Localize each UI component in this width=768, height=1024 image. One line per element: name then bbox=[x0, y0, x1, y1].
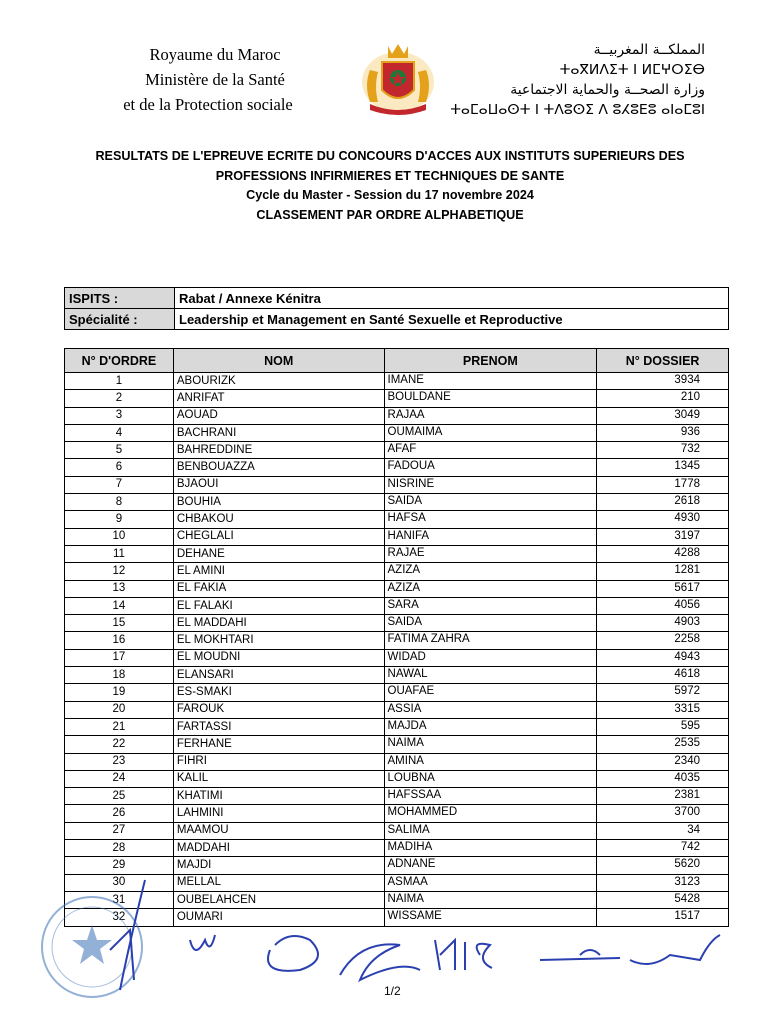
table-row bbox=[65, 528, 729, 545]
cell-nom: BACHRANI bbox=[173, 424, 384, 441]
table-row bbox=[65, 494, 729, 511]
cell-dossier: 2618 bbox=[597, 494, 729, 511]
cell-dossier: 1517 bbox=[597, 909, 729, 926]
cell-prenom: AFAF bbox=[384, 442, 597, 459]
page-number: 1/2 bbox=[384, 984, 401, 998]
cell-numero: 27 bbox=[65, 822, 174, 839]
cell-dossier: 2340 bbox=[597, 753, 729, 770]
cell-dossier: 5620 bbox=[597, 857, 729, 874]
header-nom: NOM bbox=[173, 349, 384, 373]
cell-nom: FIHRI bbox=[173, 753, 384, 770]
table-row bbox=[65, 822, 729, 839]
table-row bbox=[65, 788, 729, 805]
signatures bbox=[100, 860, 740, 1000]
cell-dossier: 3123 bbox=[597, 874, 729, 891]
header-prenom: PRENOM bbox=[384, 349, 597, 373]
cell-nom: FERHANE bbox=[173, 736, 384, 753]
cell-dossier: 3197 bbox=[597, 528, 729, 545]
cell-prenom: NAWAL bbox=[384, 667, 597, 684]
cell-numero: 26 bbox=[65, 805, 174, 822]
table-row bbox=[65, 615, 729, 632]
table-row bbox=[65, 580, 729, 597]
cell-nom: CHEGLALI bbox=[173, 528, 384, 545]
cell-dossier: 1778 bbox=[597, 476, 729, 493]
table-row bbox=[65, 424, 729, 441]
table-row bbox=[65, 753, 729, 770]
ministry-name-fr-2: et de la Protection sociale bbox=[123, 95, 293, 114]
cell-nom: OUBELAHCEN bbox=[173, 891, 384, 908]
cell-nom: EL AMINI bbox=[173, 563, 384, 580]
cell-prenom: AZIZA bbox=[384, 563, 597, 580]
cell-prenom: NISRINE bbox=[384, 476, 597, 493]
cell-prenom: ASMAA bbox=[384, 874, 597, 891]
cell-prenom: HAFSA bbox=[384, 511, 597, 528]
coat-of-arms-emblem bbox=[356, 40, 440, 116]
cell-prenom: MOHAMMED bbox=[384, 805, 597, 822]
cell-dossier: 2258 bbox=[597, 632, 729, 649]
cell-numero: 24 bbox=[65, 770, 174, 787]
cell-nom: OUMARI bbox=[173, 909, 384, 926]
cell-nom: FARTASSI bbox=[173, 718, 384, 735]
cell-dossier: 1345 bbox=[597, 459, 729, 476]
cell-nom: KHATIMI bbox=[173, 788, 384, 805]
title-line-4: CLASSEMENT PAR ORDRE ALPHABETIQUE bbox=[256, 207, 524, 222]
header-numero: N° D'ORDRE bbox=[65, 349, 174, 373]
cell-dossier: 936 bbox=[597, 424, 729, 441]
cell-prenom: IMANE bbox=[384, 373, 597, 390]
cell-nom: DEHANE bbox=[173, 545, 384, 562]
cell-nom: BOUHIA bbox=[173, 494, 384, 511]
title-line-1: RESULTATS DE L'EPREUVE ECRITE DU CONCOURS D'ACCES AUX INSTITUTS SUPERIEURS DES bbox=[95, 149, 685, 163]
info-row-ispits bbox=[65, 288, 729, 309]
cell-prenom: ADNANE bbox=[384, 857, 597, 874]
cell-dossier: 4618 bbox=[597, 667, 729, 684]
cell-numero: 20 bbox=[65, 701, 174, 718]
cell-numero: 32 bbox=[65, 909, 174, 926]
cell-nom: LAHMINI bbox=[173, 805, 384, 822]
table-row bbox=[65, 805, 729, 822]
document-title bbox=[60, 147, 720, 225]
cell-numero: 23 bbox=[65, 753, 174, 770]
cell-dossier: 3700 bbox=[597, 805, 729, 822]
cell-numero: 15 bbox=[65, 615, 174, 632]
ispits-label: ISPITS : bbox=[65, 288, 175, 309]
cell-nom: EL MADDAHI bbox=[173, 615, 384, 632]
cell-prenom: WISSAME bbox=[384, 909, 597, 926]
cell-nom: MADDAHI bbox=[173, 840, 384, 857]
cell-numero: 9 bbox=[65, 511, 174, 528]
cell-prenom: OUAFAE bbox=[384, 684, 597, 701]
cell-dossier: 732 bbox=[597, 442, 729, 459]
cell-dossier: 4943 bbox=[597, 649, 729, 666]
cell-dossier: 4035 bbox=[597, 770, 729, 787]
cell-dossier: 595 bbox=[597, 718, 729, 735]
table-row bbox=[65, 373, 729, 390]
cell-numero: 31 bbox=[65, 891, 174, 908]
table-body bbox=[65, 373, 729, 927]
cell-numero: 6 bbox=[65, 459, 174, 476]
table-row bbox=[65, 511, 729, 528]
kingdom-name-fr: Royaume du Maroc bbox=[149, 45, 281, 64]
cell-prenom: MAJDA bbox=[384, 718, 597, 735]
cell-dossier: 210 bbox=[597, 390, 729, 407]
title-line-3: Cycle du Master - Session du 17 novembre 2024 bbox=[246, 188, 534, 202]
cell-prenom: HANIFA bbox=[384, 528, 597, 545]
cell-prenom: RAJAE bbox=[384, 545, 597, 562]
cell-dossier: 4903 bbox=[597, 615, 729, 632]
cell-prenom: LOUBNA bbox=[384, 770, 597, 787]
table-row bbox=[65, 718, 729, 735]
cell-dossier: 3315 bbox=[597, 701, 729, 718]
cell-numero: 21 bbox=[65, 718, 174, 735]
cell-dossier: 742 bbox=[597, 840, 729, 857]
cell-numero: 13 bbox=[65, 580, 174, 597]
table-row bbox=[65, 442, 729, 459]
cell-prenom: AZIZA bbox=[384, 580, 597, 597]
cell-prenom: RAJAA bbox=[384, 407, 597, 424]
cell-prenom: WIDAD bbox=[384, 649, 597, 666]
cell-nom: BJAOUI bbox=[173, 476, 384, 493]
cell-dossier: 4930 bbox=[597, 511, 729, 528]
table-row bbox=[65, 684, 729, 701]
cell-dossier: 2381 bbox=[597, 788, 729, 805]
cell-prenom: SARA bbox=[384, 597, 597, 614]
cell-nom: AOUAD bbox=[173, 407, 384, 424]
kingdom-name-ar: المملكــة المغربيــة bbox=[593, 42, 705, 58]
cell-prenom: SAIDA bbox=[384, 494, 597, 511]
cell-nom: FAROUK bbox=[173, 701, 384, 718]
cell-numero: 29 bbox=[65, 857, 174, 874]
cell-numero: 2 bbox=[65, 390, 174, 407]
info-row-specialite bbox=[65, 309, 729, 330]
cell-nom: BENBOUAZZA bbox=[173, 459, 384, 476]
cell-numero: 22 bbox=[65, 736, 174, 753]
cell-nom: EL MOKHTARI bbox=[173, 632, 384, 649]
cell-nom: EL FAKIA bbox=[173, 580, 384, 597]
cell-nom: EL MOUDNI bbox=[173, 649, 384, 666]
cell-numero: 14 bbox=[65, 597, 174, 614]
cell-numero: 16 bbox=[65, 632, 174, 649]
cell-prenom: ASSIA bbox=[384, 701, 597, 718]
cell-nom: MAAMOU bbox=[173, 822, 384, 839]
ispits-value: Rabat / Annexe Kénitra bbox=[175, 288, 729, 309]
cell-dossier: 3049 bbox=[597, 407, 729, 424]
table-row bbox=[65, 770, 729, 787]
cell-prenom: FADOUA bbox=[384, 459, 597, 476]
ministry-name-ar: وزارة الصحــة والحماية الاجتماعية bbox=[510, 82, 705, 98]
cell-nom: BAHREDDINE bbox=[173, 442, 384, 459]
cell-dossier: 4056 bbox=[597, 597, 729, 614]
header-dossier: N° DOSSIER bbox=[597, 349, 729, 373]
table-row bbox=[65, 701, 729, 718]
cell-prenom: AMINA bbox=[384, 753, 597, 770]
table-row bbox=[65, 407, 729, 424]
cell-prenom: BOULDANE bbox=[384, 390, 597, 407]
cell-dossier: 2535 bbox=[597, 736, 729, 753]
cell-numero: 4 bbox=[65, 424, 174, 441]
cell-dossier: 5617 bbox=[597, 580, 729, 597]
cell-dossier: 4288 bbox=[597, 545, 729, 562]
cell-numero: 17 bbox=[65, 649, 174, 666]
title-line-2: PROFESSIONS INFIRMIERES ET TECHNIQUES DE SANTE bbox=[215, 168, 565, 183]
cell-prenom: SAIDA bbox=[384, 615, 597, 632]
table-row bbox=[65, 736, 729, 753]
cell-dossier: 3934 bbox=[597, 373, 729, 390]
cell-numero: 8 bbox=[65, 494, 174, 511]
cell-nom: ELANSARI bbox=[173, 667, 384, 684]
cell-numero: 10 bbox=[65, 528, 174, 545]
table-row bbox=[65, 667, 729, 684]
cell-prenom: OUMAIMA bbox=[384, 424, 597, 441]
cell-prenom: HAFSSAA bbox=[384, 788, 597, 805]
table-row bbox=[65, 840, 729, 857]
table-row bbox=[65, 563, 729, 580]
cell-prenom: MADIHA bbox=[384, 840, 597, 857]
table-header-row bbox=[65, 349, 729, 373]
cell-numero: 5 bbox=[65, 442, 174, 459]
specialite-label: Spécialité : bbox=[65, 309, 175, 330]
kingdom-name-tifinagh: ⵜⴰⴳⵍⴷⵉⵜ ⵏ ⵍⵎⵖⵔⵉⴱ bbox=[559, 62, 705, 78]
cell-numero: 7 bbox=[65, 476, 174, 493]
cell-dossier: 5428 bbox=[597, 891, 729, 908]
table-row bbox=[65, 459, 729, 476]
cell-dossier: 5972 bbox=[597, 684, 729, 701]
specialite-value: Leadership et Management en Santé Sexuelle et Reproductive bbox=[175, 309, 729, 330]
cell-prenom: FATIMA ZAHRA bbox=[384, 632, 597, 649]
header-right bbox=[440, 40, 705, 120]
cell-prenom: NAIMA bbox=[384, 891, 597, 908]
cell-nom: ABOURIZK bbox=[173, 373, 384, 390]
cell-nom: KALIL bbox=[173, 770, 384, 787]
table-row bbox=[65, 597, 729, 614]
cell-numero: 30 bbox=[65, 874, 174, 891]
results-table bbox=[64, 348, 729, 927]
cell-nom: ES-SMAKI bbox=[173, 684, 384, 701]
cell-nom: ANRIFAT bbox=[173, 390, 384, 407]
cell-nom: MAJDI bbox=[173, 857, 384, 874]
ministry-name-tifinagh: ⵜⴰⵎⴰⵡⴰⵙⵜ ⵏ ⵜⴷⵓⵙⵉ ⴷ ⵓⵃⵓⴹⵓ ⴰⵏⴰⵎⵓⵏ bbox=[450, 102, 705, 118]
table-row bbox=[65, 649, 729, 666]
cell-dossier: 1281 bbox=[597, 563, 729, 580]
table-row bbox=[65, 632, 729, 649]
cell-nom: EL FALAKI bbox=[173, 597, 384, 614]
cell-numero: 19 bbox=[65, 684, 174, 701]
cell-prenom: SALIMA bbox=[384, 822, 597, 839]
table-row bbox=[65, 476, 729, 493]
cell-numero: 11 bbox=[65, 545, 174, 562]
cell-numero: 12 bbox=[65, 563, 174, 580]
cell-numero: 18 bbox=[65, 667, 174, 684]
info-table bbox=[64, 287, 729, 330]
cell-numero: 25 bbox=[65, 788, 174, 805]
cell-nom: CHBAKOU bbox=[173, 511, 384, 528]
cell-prenom: NAIMA bbox=[384, 736, 597, 753]
cell-numero: 3 bbox=[65, 407, 174, 424]
cell-numero: 1 bbox=[65, 373, 174, 390]
header-left bbox=[100, 42, 330, 117]
cell-nom: MELLAL bbox=[173, 874, 384, 891]
table-row bbox=[65, 390, 729, 407]
ministry-name-fr: Ministère de la Santé bbox=[145, 70, 285, 89]
cell-numero: 28 bbox=[65, 840, 174, 857]
table-row bbox=[65, 545, 729, 562]
cell-dossier: 34 bbox=[597, 822, 729, 839]
